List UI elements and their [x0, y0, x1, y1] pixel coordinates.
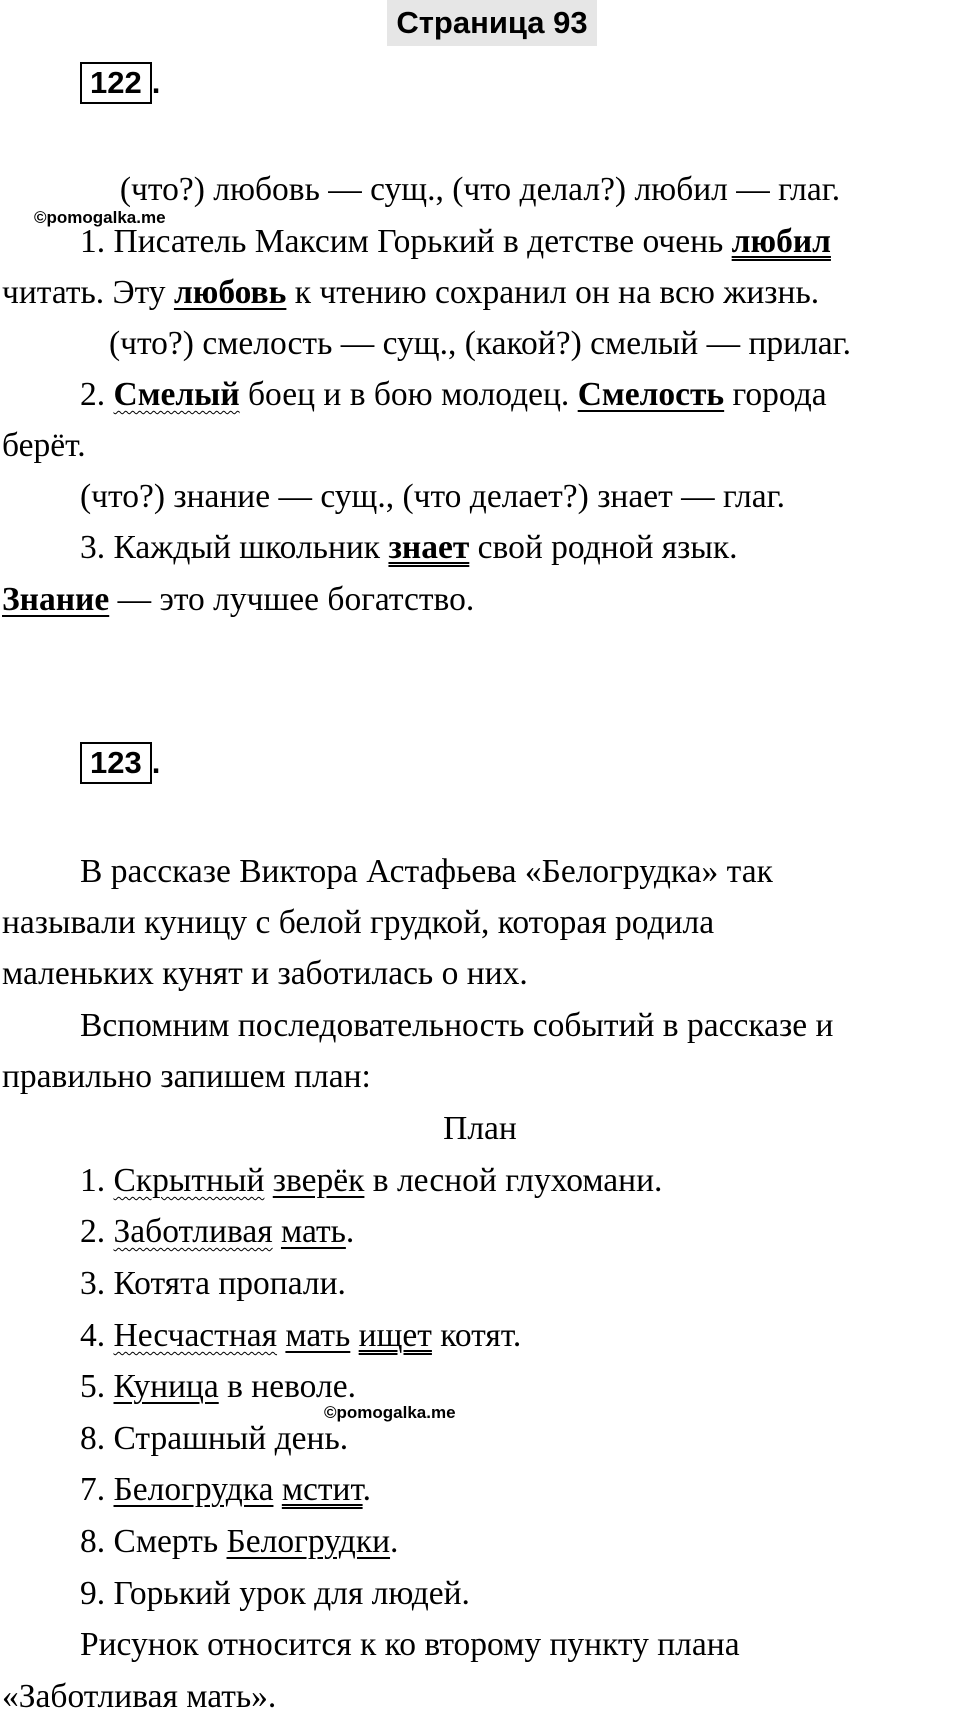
- text-line: Вспомним последовательность событий в рассказе и: [80, 1007, 834, 1044]
- word-verb: знает: [388, 529, 470, 566]
- plan-item: 9. Горький урок для людей.: [80, 1575, 470, 1612]
- task-number-122: 122 .: [80, 62, 160, 104]
- text-line: 2. Смелый боец и в бою молодец. Смелость города: [80, 376, 827, 413]
- text-line: правильно запишем план:: [2, 1058, 371, 1095]
- task-number-box: 123: [80, 742, 152, 784]
- plan-item: 7. Белогрудка мстит.: [80, 1471, 371, 1508]
- word-noun: Смелость: [577, 376, 725, 413]
- text-line: 3. Каждый школьник знает свой родной язык.: [80, 529, 738, 566]
- word-noun: любовь: [173, 274, 287, 311]
- plan-item: 1. Скрытный зверёк в лесной глухомани.: [80, 1162, 663, 1199]
- plan-item: 8. Страшный день.: [80, 1420, 349, 1457]
- text-line: Знание — это лучшее богатство.: [2, 581, 475, 618]
- word-adjective: Смелый: [113, 376, 240, 413]
- text-line: (что?) любовь — сущ., (что делал?) любил — глаг.: [119, 171, 841, 208]
- plan-item: 3. Котята пропали.: [80, 1265, 346, 1302]
- text-line: называли куницу с белой грудкой, которая родила: [2, 904, 715, 941]
- plan-item: 2. Заботливая мать.: [80, 1213, 355, 1250]
- task-number-123: 123 .: [80, 742, 160, 784]
- watermark: ©pomogalka.me: [324, 1403, 456, 1422]
- text-line: читать. Эту любовь к чтению сохранил он на всю жизнь.: [2, 274, 820, 311]
- text-line: маленьких кунят и заботилась о них.: [2, 955, 528, 992]
- text-line: Рисунок относится к ко второму пункту плана: [80, 1626, 740, 1663]
- plan-item: 5. Куница в неволе.: [80, 1368, 356, 1405]
- plan-item: 8. Смерть Белогрудки.: [80, 1523, 399, 1560]
- plan-item: 4. Несчастная мать ищет котят.: [80, 1317, 522, 1354]
- text-line: 1. Писатель Максим Горький в детстве очень любил: [80, 223, 831, 260]
- text-line: «Заботливая мать».: [2, 1678, 277, 1715]
- word-verb: любил: [731, 223, 831, 260]
- page-title: Страница 93: [387, 0, 597, 46]
- task-number-box: 122: [80, 62, 152, 104]
- text-line: (что?) смелость — сущ., (какой?) смелый — прилаг.: [108, 325, 852, 362]
- text-line: (что?) знание — сущ., (что делает?) знает — глаг.: [80, 478, 785, 515]
- plan-title: План: [443, 1110, 517, 1147]
- text-line: В рассказе Виктора Астафьева «Белогрудка» так: [80, 853, 773, 890]
- text-line: берёт.: [2, 427, 86, 464]
- watermark: ©pomogalka.me: [34, 208, 166, 227]
- word-noun: Знание: [2, 581, 110, 618]
